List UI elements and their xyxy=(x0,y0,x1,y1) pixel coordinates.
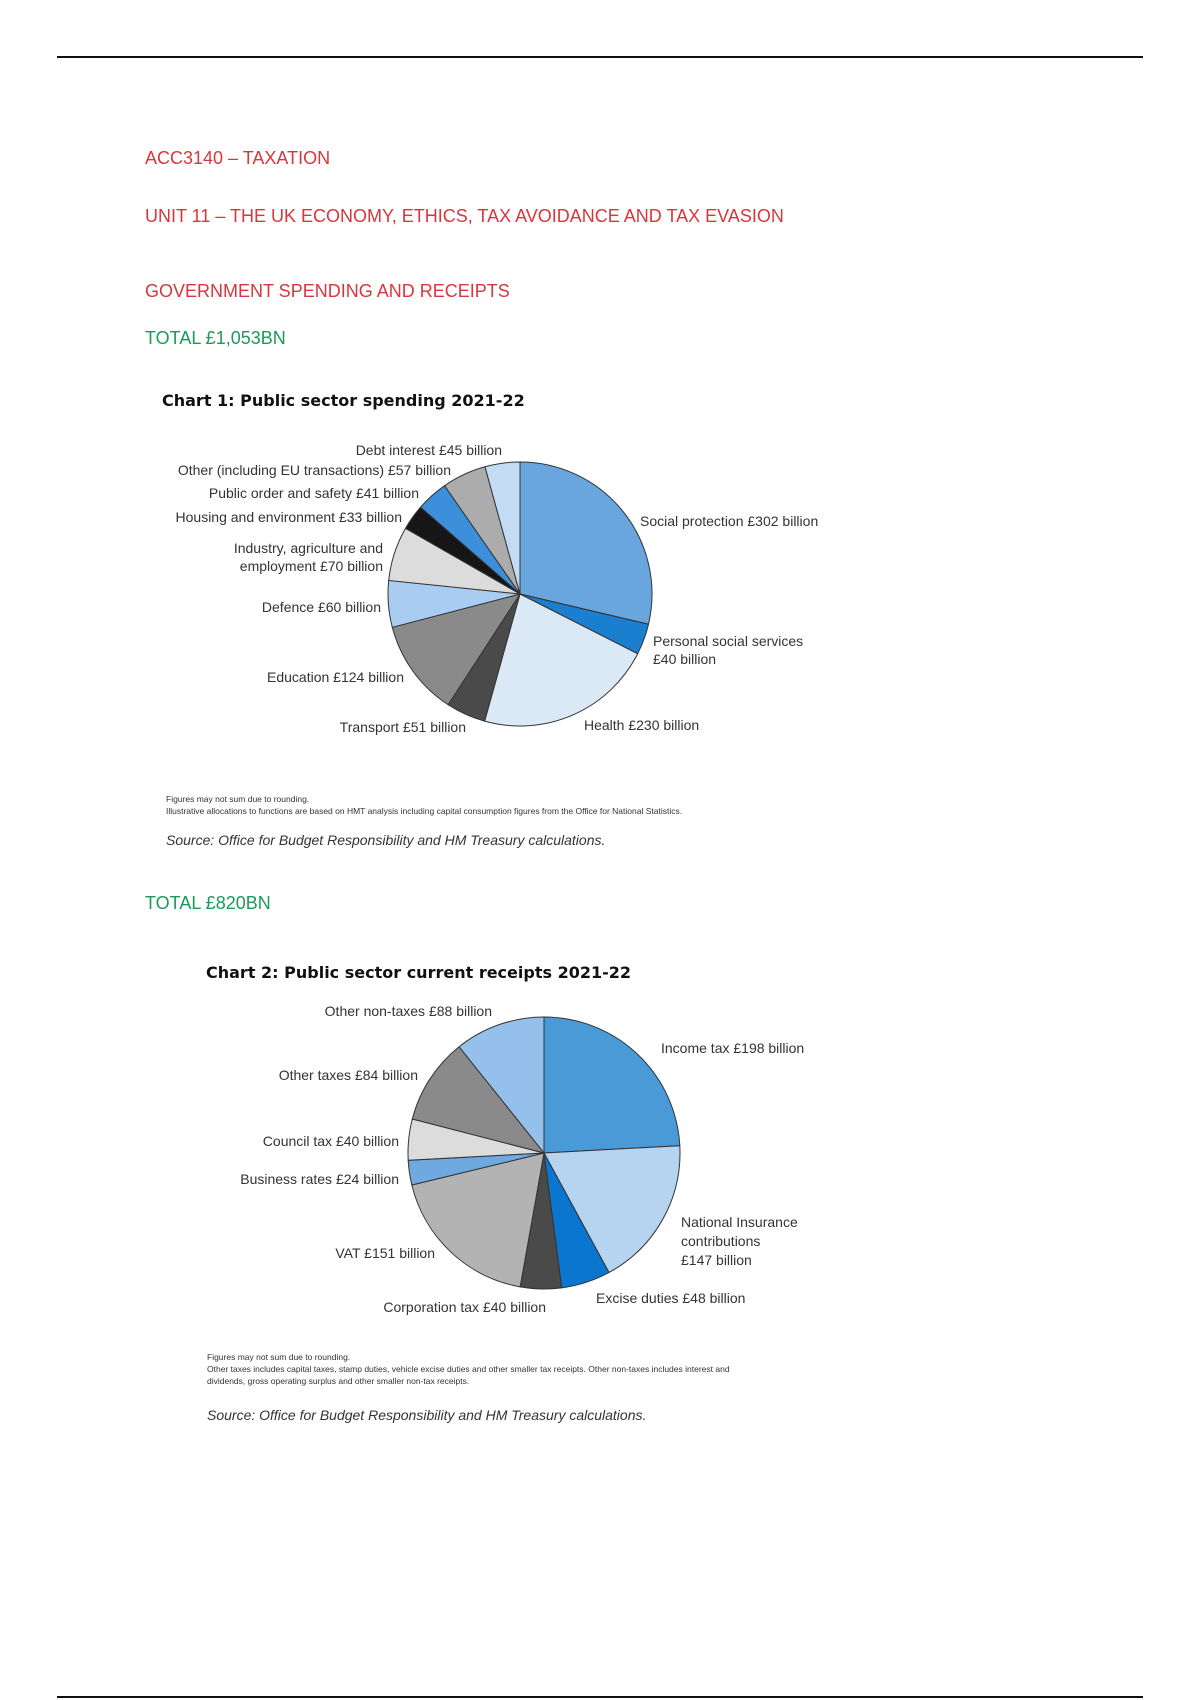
section-heading: GOVERNMENT SPENDING AND RECEIPTS xyxy=(145,281,510,301)
chart2-note-non-taxes: dividends, gross operating surplus and other smaller non-tax receipts. xyxy=(207,1376,470,1386)
chart2-pie xyxy=(0,990,1200,1320)
label-industry-value: employment £70 billion xyxy=(239,558,383,574)
course-title: ACC3140 – TAXATION xyxy=(145,148,331,168)
label-other: Other (including EU transactions) £57 billion xyxy=(177,462,451,478)
label-public-order: Public order and safety £41 billion xyxy=(208,485,419,501)
label-industry: Industry, agriculture and xyxy=(233,540,383,556)
label-housing: Housing and environment £33 billion xyxy=(175,509,402,525)
label-personal-social-services: Personal social services xyxy=(653,633,804,649)
chart1-title: Chart 1: Public sector spending 2021-22 xyxy=(162,391,525,410)
label-social-protection: Social protection £302 billion xyxy=(640,513,819,529)
label-vat: VAT £151 billion xyxy=(335,1245,435,1261)
label-business-rates: Business rates £24 billion xyxy=(240,1171,399,1187)
total-receipts: TOTAL £820BN xyxy=(145,893,271,913)
label-national-insurance: National Insurance xyxy=(681,1214,798,1230)
label-defence: Defence £60 billion xyxy=(261,599,381,615)
chart2-note-rounding: Figures may not sum due to rounding. xyxy=(207,1352,351,1362)
label-other-non-taxes: Other non-taxes £88 billion xyxy=(324,1003,492,1019)
chart1-note-rounding: Figures may not sum due to rounding. xyxy=(166,794,310,804)
chart1-source: Source: Office for Budget Responsibility and HM Treasury calculations. xyxy=(166,832,606,848)
chart1-pie xyxy=(0,420,1200,750)
label-health: Health £230 billion xyxy=(584,717,700,733)
label-transport: Transport £51 billion xyxy=(339,719,466,735)
bottom-rule xyxy=(57,1696,1143,1698)
unit-title: UNIT 11 – THE UK ECONOMY, ETHICS, TAX AVOIDANCE AND TAX EVASION xyxy=(145,206,784,226)
label-other-taxes: Other taxes £84 billion xyxy=(278,1067,418,1083)
chart2-source: Source: Office for Budget Responsibility and HM Treasury calculations. xyxy=(207,1407,647,1423)
label-council-tax: Council tax £40 billion xyxy=(262,1133,399,1149)
chart1-note-allocations: Illustrative allocations to functions are based on HMT analysis including capital consumption figures from the Office for National Statistics. xyxy=(166,806,683,816)
label-income-tax: Income tax £198 billion xyxy=(661,1040,805,1056)
chart2-note-other-taxes: Other taxes includes capital taxes, stamp duties, vehicle excise duties and other smaller tax receipts. Other non-taxes includes interest and xyxy=(207,1364,730,1374)
label-contributions: contributions xyxy=(681,1233,761,1249)
total-spending: TOTAL £1,053BN xyxy=(145,328,286,348)
chart2-title: Chart 2: Public sector current receipts 2021-22 xyxy=(206,963,632,982)
label-excise-duties: Excise duties £48 billion xyxy=(596,1290,746,1306)
chart2-slice-income-tax xyxy=(544,1017,680,1153)
label-ni-value: £147 billion xyxy=(681,1252,752,1268)
label-education: Education £124 billion xyxy=(267,669,404,685)
top-rule xyxy=(57,56,1143,58)
label-debt-interest: Debt interest £45 billion xyxy=(355,442,502,458)
label-personal-social-services-value: £40 billion xyxy=(653,651,717,667)
label-corporation-tax: Corporation tax £40 billion xyxy=(383,1299,546,1315)
